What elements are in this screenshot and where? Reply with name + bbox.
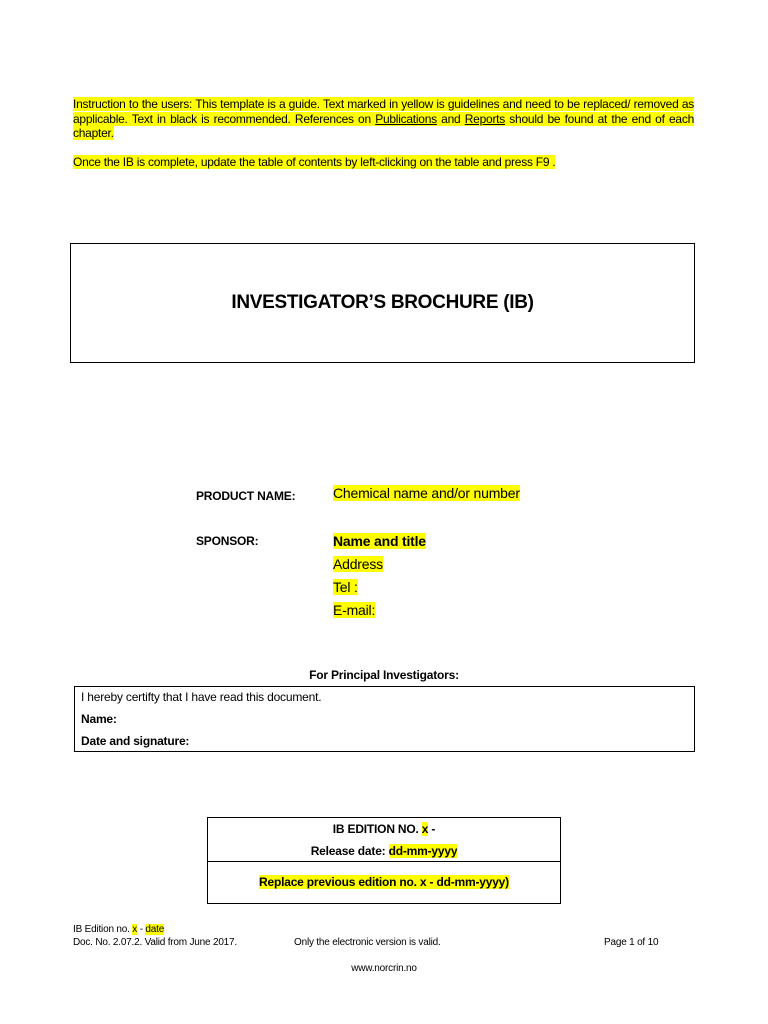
reports-link[interactable]: Reports (464, 111, 506, 126)
sponsor-name-title-text: Name and title (333, 533, 426, 549)
edition-suffix: - (428, 822, 436, 836)
footer-edition-date: date (145, 924, 165, 935)
edition-number-row (208, 822, 560, 836)
product-name-label: PRODUCT NAME: (196, 489, 296, 503)
sponsor-tel-text: Tel : (333, 579, 358, 595)
certify-statement: I hereby certifty that I have read this document. (81, 690, 322, 704)
footer-website[interactable]: www.norcrin.no (351, 963, 417, 974)
document-title: INVESTIGATOR’S BROCHURE (IB) (231, 292, 534, 313)
footer-doc-number: Doc. No. 2.07.2. Valid from June 2017. (73, 937, 237, 948)
footer-edition-value: x (132, 924, 138, 935)
title-box (70, 243, 695, 363)
release-date-row (208, 844, 560, 858)
footer-validity: Only the electronic version is valid. (294, 937, 441, 948)
sponsor-tel[interactable] (333, 579, 358, 595)
edition-label: IB EDITION NO. (332, 822, 419, 836)
sponsor-email-text: E-mail: (333, 602, 376, 618)
footer-page-number: Page 1 of 10 (604, 937, 659, 948)
instructions-text: Instruction to the users: This template is a guide. Text marked in yellow is guidelines and need to be replaced/ removed as applicable. Text in black is recommended. (73, 97, 694, 126)
principal-investigators-box (74, 686, 695, 752)
instructions-text-references: References on (290, 111, 376, 126)
name-field-label[interactable]: Name: (81, 712, 117, 726)
toc-instruction: Once the IB is complete, update the table of contents by left-clicking on the table and press F9 . (73, 154, 556, 169)
release-date-value[interactable]: dd-mm-yyyy (388, 844, 458, 858)
date-signature-field-label[interactable]: Date and signature: (81, 734, 190, 748)
publications-link[interactable]: Publications (375, 111, 437, 126)
footer-edition-sep: - (139, 924, 143, 935)
instructions-paragraph-2 (73, 155, 694, 170)
instructions-block (73, 97, 694, 169)
edition-box (207, 817, 561, 904)
release-date-label: Release date: (310, 844, 386, 858)
product-name-text: Chemical name and/or number (333, 485, 520, 501)
footer-edition-prefix: IB Edition no. (73, 924, 130, 935)
footer-edition (73, 924, 164, 935)
sponsor-name-title[interactable] (333, 533, 426, 549)
sponsor-address[interactable] (333, 556, 383, 572)
replace-previous-row (208, 875, 560, 889)
sponsor-email[interactable] (333, 602, 375, 618)
instructions-text-and: and (436, 111, 465, 126)
product-name-value[interactable] (333, 485, 520, 501)
replace-previous-edition[interactable]: Replace previous edition no. x - dd-mm-yyyy) (259, 875, 509, 889)
instructions-text-end: should be found at the end of each chapter. (73, 111, 694, 140)
instructions-paragraph-1 (73, 97, 694, 141)
edition-divider (208, 861, 560, 862)
edition-value[interactable]: x (421, 822, 429, 836)
sponsor-label: SPONSOR: (196, 534, 259, 548)
principal-investigators-heading: For Principal Investigators: (309, 668, 459, 682)
sponsor-address-text: Address (333, 556, 383, 572)
